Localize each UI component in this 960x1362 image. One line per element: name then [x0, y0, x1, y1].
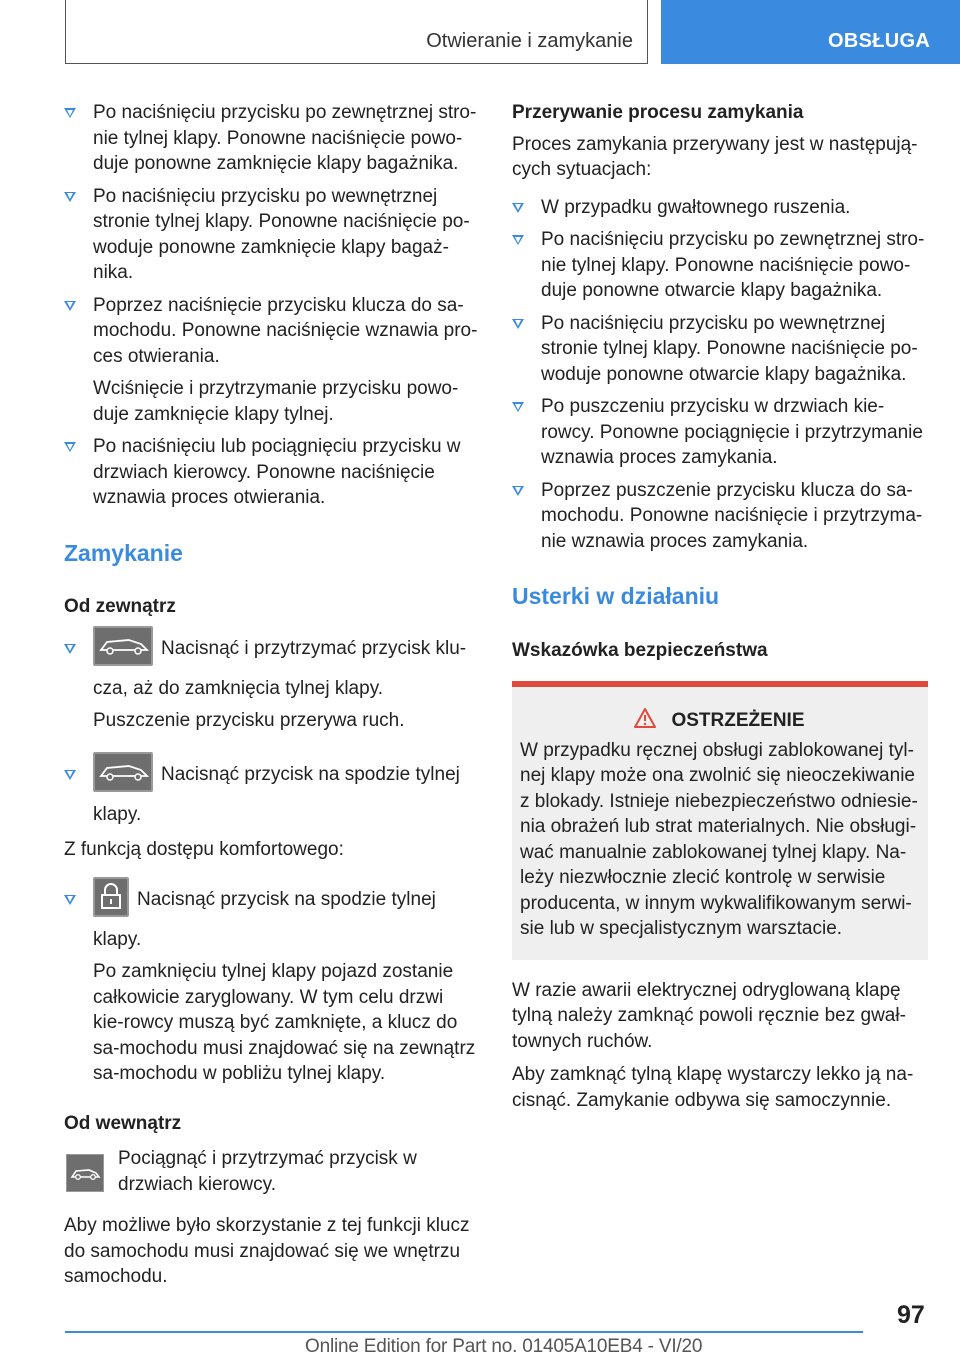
closing-paragraph: Aby możliwe było skorzystanie z tej funkcji klucz do samochodu musi znajdować się we wnętrzu samochodu.	[64, 1215, 470, 1287]
bullet-triangle-icon	[64, 301, 76, 311]
heading-outside: Od zewnątrz	[64, 596, 176, 617]
interrupt-intro: Proces zamykania przerywany jest w następują-cych sytuacjach:	[512, 133, 918, 180]
list-item-text: Nacisnąć przycisk na spodzie tylnej klapy.	[93, 888, 436, 950]
comfort-access-label: Z funkcją dostępu komfortowego:	[64, 839, 344, 860]
list-item-text: Poprzez puszczenie przycisku klucza do sa-mochodu. Ponowne naciśnięcie i przytrzyma-nie wznawia proces zamykania.	[541, 479, 923, 552]
list-item-text: Po naciśnięciu przycisku po zewnętrznej stro-nie tylnej klapy. Ponowne naciśnięcie powo-duje ponowne zamknięcie klapy bagażnika.	[93, 102, 477, 174]
list-item-subtext: Wciśnięcie i przytrzymanie przycisku powo-duje zamknięcie klapy tylnej.	[93, 378, 459, 425]
tailgate-car-icon	[93, 752, 153, 792]
list-item-text: Po naciśnięciu przycisku po wewnętrznej stronie tylnej klapy. Ponowne naciśnięcie po-woduje ponowne otwarcie klapy bagażnika.	[541, 312, 918, 385]
list-item-subtext: Puszczenie przycisku przerywa ruch.	[93, 710, 405, 731]
list-item	[64, 762, 479, 828]
warning-box	[512, 687, 928, 960]
fault-paragraph-1: W razie awarii elektrycznej odryglowaną klapę tylną należy zamknąć powoli ręcznie bez gwał-townych ruchów.	[512, 979, 906, 1052]
heading-interrupt: Przerywanie procesu zamykania	[512, 102, 804, 123]
list-item-text: Po naciśnięciu lub pociągnięciu przycisku w drzwiach kierowcy. Ponowne naciśnięcie wznawia proces otwierania.	[93, 436, 461, 508]
list-item-text: Nacisnąć przycisk na spodzie tylnej klapy.	[93, 763, 460, 825]
list-item-text: Poprzez naciśnięcie przycisku klucza do sa-mochodu. Ponowne naciśnięcie wznawia pro-ces otwierania.	[93, 294, 478, 367]
list-item-text: Nacisnąć i przytrzymać przycisk klu-cza, aż do zamknięcia tylnej klapy.	[93, 637, 467, 699]
inside-row	[64, 1146, 479, 1197]
list-item	[64, 434, 479, 511]
list-item-text: Po naciśnięciu przycisku po zewnętrznej stro-nie tylnej klapy. Ponowne naciśnięcie powo-duje ponowne otwarcie klapy bagażnika.	[541, 229, 925, 301]
bullet-triangle-icon	[512, 319, 524, 329]
heading-inside: Od wewnątrz	[64, 1112, 182, 1134]
list-item	[512, 227, 928, 304]
right-column	[512, 100, 928, 1121]
footer-text: Online Edition for Part no. 01405A10EB4 - VI/20	[305, 1336, 703, 1357]
bullet-triangle-icon	[512, 203, 524, 213]
bullet-triangle-icon	[64, 192, 76, 202]
left-column	[64, 100, 479, 1298]
chapter-tab-label: OBSŁUGA	[828, 30, 931, 52]
bullet-triangle-icon	[64, 108, 76, 118]
list-item-text: Po puszczeniu przycisku w drzwiach kie-rowcy. Ponowne pociągnięcie i przytrzymanie wznawia proces zamykania.	[541, 396, 923, 468]
header-box	[65, 0, 648, 64]
list-item	[512, 311, 928, 388]
car-button-icon	[66, 1154, 104, 1192]
warning-text: W przypadku ręcznej obsługi zablokowanej tyl-nej klapy może ona zwolnić się nieoczekiwanie z blokady. Istnieje niebezpieczeństwo odniesie-nia obrażeń lub strat materialnych. Nie obsługi-wać manualnie zablokowanej tylnej klapy. Na-leży niezwłocznie zlecić kontrolę w serwisie producenta, w innym wykwalifikowanym serwi-sie lub w specjalistycznym warsztacie.	[520, 739, 918, 939]
list-item-subtext: Po zamknięciu tylnej klapy pojazd zostanie całkowicie zaryglowany. W tym celu drzwi kie-rowcy muszą być zamknięte, a klucz do sa-mochodu musi znajdować się na zewnątrz sa-mochodu w pobliżu tylnej klapy.	[93, 961, 476, 1084]
bullet-triangle-icon	[512, 235, 524, 245]
heading-safety: Wskazówka bezpieczeństwa	[512, 639, 768, 661]
warning-title-text: OSTRZEŻENIE	[671, 710, 805, 731]
list-item	[64, 184, 479, 286]
list-item	[512, 478, 928, 555]
warning-triangle-icon	[633, 707, 657, 729]
list-item	[512, 394, 928, 471]
list-item	[64, 887, 479, 953]
bullet-triangle-icon	[512, 402, 524, 412]
page-number: 97	[897, 1301, 925, 1329]
list-item	[512, 195, 928, 221]
list-item	[64, 293, 479, 370]
tailgate-car-icon	[93, 626, 153, 666]
bullet-triangle-icon	[64, 895, 76, 905]
heading-faults: Usterki w działaniu	[512, 583, 720, 609]
bullet-triangle-icon	[64, 442, 76, 452]
inside-text: Pociągnąć i przytrzymać przycisk w drzwiach kierowcy.	[118, 1148, 417, 1195]
footer-rule	[65, 1331, 863, 1333]
fault-paragraph-2: Aby zamknąć tylną klapę wystarczy lekko ją na-cisnąć. Zamykanie odbywa się samoczynnie.	[512, 1064, 914, 1111]
chapter-tab[interactable]	[661, 0, 960, 64]
bullet-triangle-icon	[512, 486, 524, 496]
bullet-triangle-icon	[64, 644, 76, 654]
list-item	[64, 636, 479, 702]
list-item-text: W przypadku gwałtownego ruszenia.	[541, 196, 851, 218]
section-title: Otwieranie i zamykanie	[426, 30, 633, 52]
lock-icon	[93, 877, 129, 917]
bullet-triangle-icon	[64, 770, 76, 780]
warning-title	[520, 707, 918, 734]
heading-closing: Zamykanie	[64, 539, 183, 566]
list-item-text: Po naciśnięciu przycisku po wewnętrznej stronie tylnej klapy. Ponowne naciśnięcie po-woduje ponowne zamknięcie klapy bagaż-nika.	[93, 185, 470, 283]
list-item	[64, 100, 479, 177]
